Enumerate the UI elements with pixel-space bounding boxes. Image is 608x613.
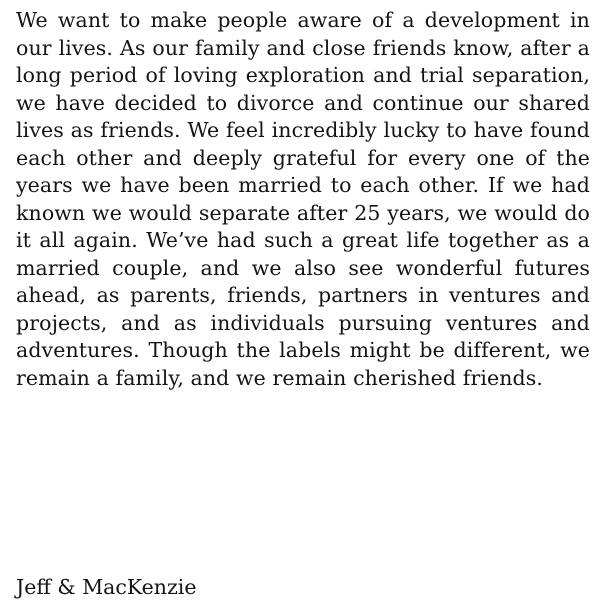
signature: Jeff & MacKenzie [16,575,197,599]
statement-paragraph: We want to make people aware of a development in our lives. As our family and close friends know, after a long period of loving exploration and trial separation, we have decided to divorce and continue our shared lives as friends. We feel incredibly lucky to have found each other and deeply grateful for every one of the years we have been married to each other. If we had known we would separate after 25 years, we would do it all again. We’ve had such a great life together as a married couple, and we also see wonderful futures ahead, as parents, friends, partners in ventures and projects, and as individuals pursuing ventures and adventures. Though the labels might be different, we remain a family, and we remain cherished friends. [16,8,590,390]
